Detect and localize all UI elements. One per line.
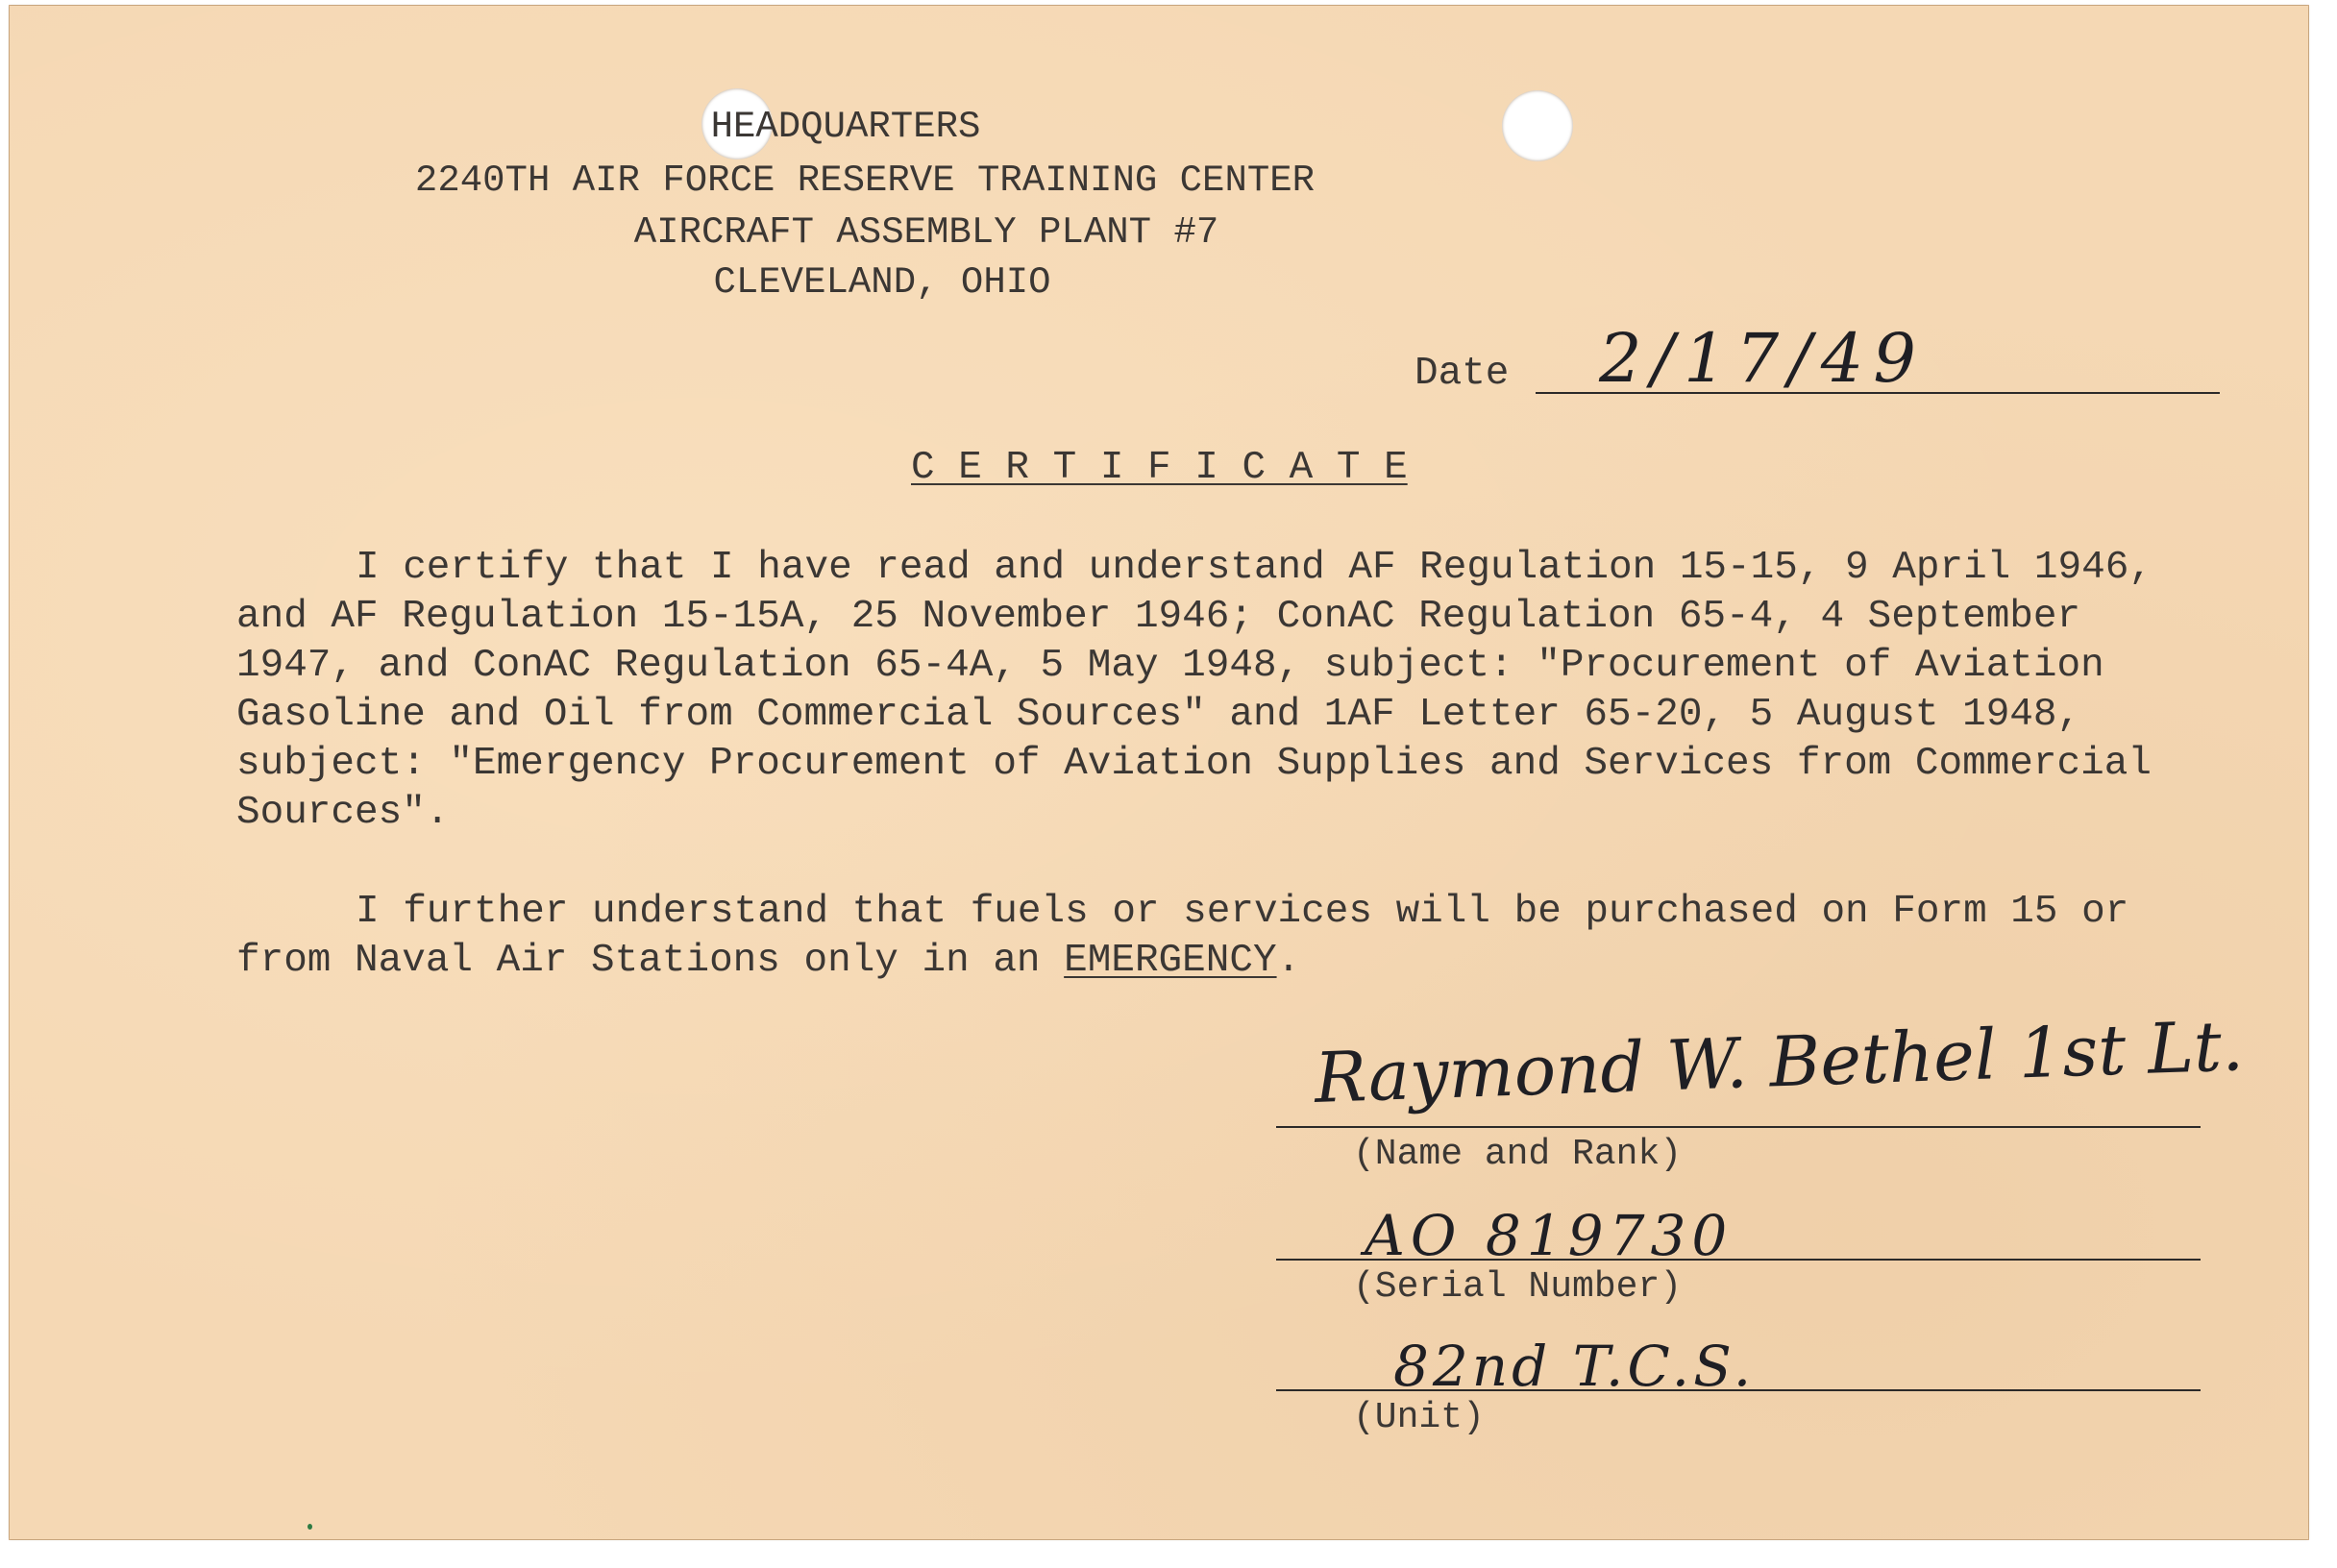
unit-value: 82nd T.C.S.: [1393, 1334, 1756, 1399]
paragraph-line: I further understand that fuels or services will be purchased on Form 15 or: [356, 890, 2129, 934]
serial-number-line: [1276, 1259, 2201, 1261]
paragraph-line: [236, 937, 1300, 986]
certificate-title: C E R T I F I C A T E: [911, 446, 1408, 490]
date-label: Date: [1414, 352, 1510, 396]
unit-line: [1276, 1389, 2201, 1391]
punch-hole-right: [1502, 90, 1573, 161]
paragraph-line: 1947, and ConAC Regulation 65-4A, 5 May 1948, subject: "Procurement of Aviation: [236, 644, 2104, 688]
serial-number-value: AO 819730: [1365, 1203, 1734, 1268]
certificate-paper: [10, 6, 2308, 1539]
name-rank-line: [1276, 1126, 2201, 1128]
paragraph-line: subject: "Emergency Procurement of Aviation Supplies and Services from Commercial: [236, 742, 2152, 786]
paragraph-line: I certify that I have read and understand AF Regulation 15-15, 9 April 1946,: [356, 546, 2152, 590]
signature-name-rank: Raymond W. Bethel 1st Lt.: [1313, 1005, 2246, 1118]
ink-speck: [308, 1524, 312, 1530]
paragraph-text: from Naval Air Stations only in an: [236, 939, 1065, 983]
paragraph-period: .: [1276, 939, 1301, 983]
date-value: 2/17/49: [1599, 319, 1926, 398]
name-rank-label: (Name and Rank): [1353, 1134, 1683, 1175]
letterhead-headquarters: HEADQUARTERS: [710, 106, 981, 148]
serial-number-label: (Serial Number): [1353, 1266, 1683, 1308]
emergency-word: EMERGENCY: [1064, 939, 1277, 983]
unit-label: (Unit): [1353, 1397, 1485, 1438]
letterhead-plant: AIRCRAFT ASSEMBLY PLANT #7: [633, 211, 1219, 254]
paragraph-line: and AF Regulation 15-15A, 25 November 1946; ConAC Regulation 65-4, 4 September: [236, 595, 2081, 639]
paragraph-line: Sources".: [236, 791, 450, 835]
letterhead-city: CLEVELAND, OHIO: [713, 261, 1051, 304]
letterhead-unit: 2240TH AIR FORCE RESERVE TRAINING CENTER: [414, 159, 1316, 202]
paragraph-line: Gasoline and Oil from Commercial Sources" and 1AF Letter 65-20, 5 August 1948,: [236, 693, 2081, 737]
